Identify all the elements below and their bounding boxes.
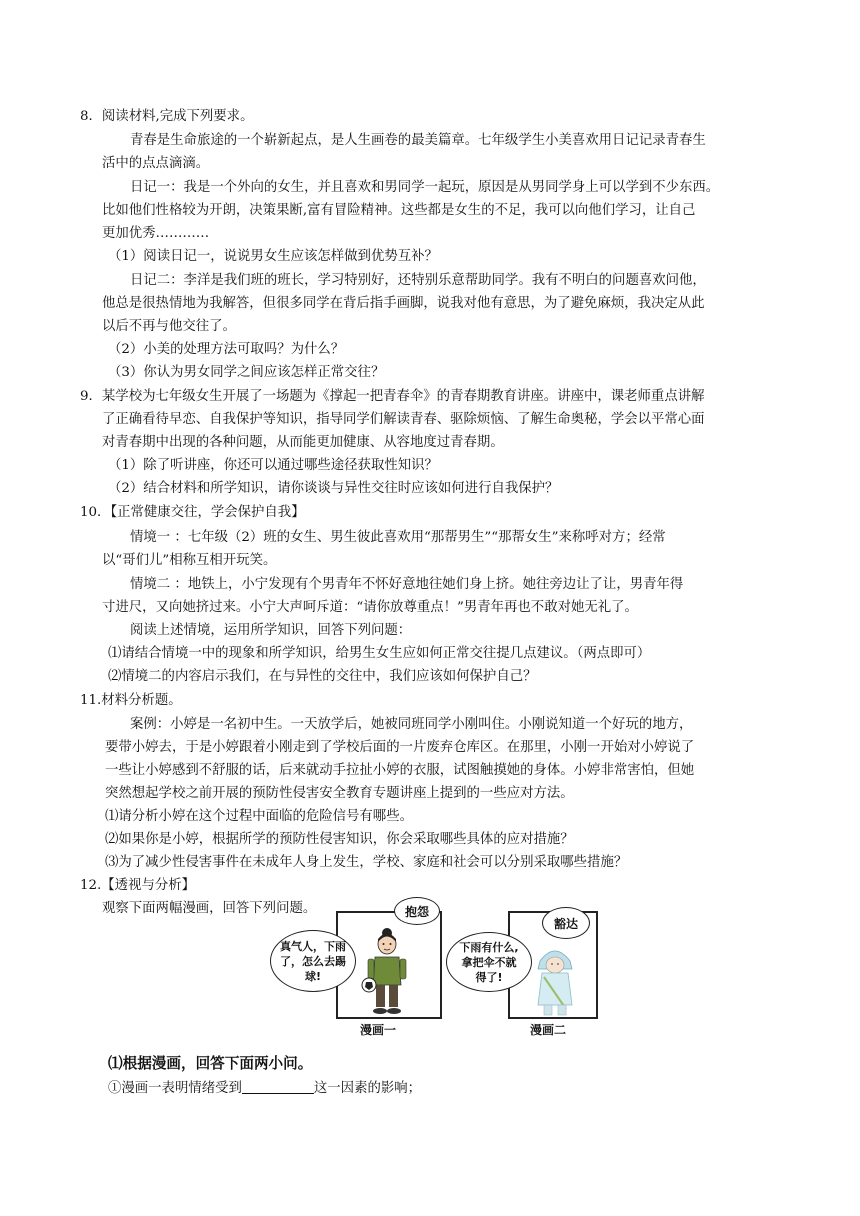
q10-title: 10．【正常健康交往，学会保护自我】 — [80, 505, 305, 520]
q12-prompt: 观察下面两幅漫画，回答下列问题。 — [102, 901, 317, 916]
comic1-tag-bubble — [394, 897, 440, 925]
q11-subquestion-2: ⑵如果你是小婷，根据所学的预防性侵害知识，你会采取哪些具体的应对措施？ — [105, 832, 574, 847]
q9-line: 了正确看待早恋、自我保护等知识，指导同学们解读青春、驱除烦恼、了解生命奥秘，学会以平常心面 — [102, 412, 705, 427]
comic1-speech-line: 真气人，下雨 — [280, 939, 346, 953]
q8-diary2-line: 以后不再与他交往了。 — [102, 319, 236, 334]
comic2-speech-line: 拿把伞不就 — [461, 955, 517, 969]
comic2-speech-bubble — [446, 932, 532, 992]
q11-case-line: 要带小婷去，于是小婷跟着小刚走到了学校后面的一片废弃仓库区。在那里，小刚一开始对小婷说了 — [105, 740, 695, 755]
q9-line: 对青春期中出现的各种问题，从而能更加健康、从容地度过青春期。 — [102, 435, 504, 450]
q11-subquestion-3: ⑶为了减少性侵害事件在未成年人身上发生，学校、家庭和社会可以分别采取哪些措施？ — [105, 855, 628, 870]
q8-title: 8．阅读材料,完成下列要求。 — [80, 109, 254, 124]
girl-with-football-illustration — [360, 927, 414, 1019]
q10-scenario1-line: 以“哥们儿”相称互相开玩笑。 — [102, 553, 277, 568]
q8-diary1-line: 更加优秀………… — [102, 226, 210, 241]
comic2-speech-line: 下雨有什么, — [459, 940, 519, 954]
q12-item-1-after: 这一因素的影响； — [313, 1081, 422, 1096]
q9-subquestion-2: （2）结合材料和所学知识，请你谈谈与异性交往时应该如何进行自我保护？ — [108, 481, 559, 496]
comic2-speech-line: 得了! — [475, 970, 503, 984]
q11-case-line: 案例：小婷是一名初中生。一天放学后，她被同班同学小刚叫住。小刚说知道一个好玩的地方， — [130, 717, 693, 732]
q8-diary2-line: 他总是很热情地为我解答，但很多同学在背后指手画脚，说我对他有意思，为了避免麻烦，我决定从此 — [102, 296, 705, 311]
q12-subquestion-1: ⑴根据漫画，回答下面两小问。 — [108, 1055, 313, 1072]
comic-figure — [268, 897, 598, 1045]
q8-subquestion-1: （1）阅读日记一，说说男女生应该怎样做到优势互补？ — [108, 249, 438, 264]
comic2-caption: 漫画二 — [530, 1023, 567, 1037]
comic2-tag-bubble — [542, 907, 590, 939]
q12-title: 12.【透视与分析】 — [80, 878, 196, 893]
q9-subquestion-1: （1）除了听讲座，你还可以通过哪些途径获取性知识？ — [108, 458, 438, 473]
comic1-speech-line: 了，怎么去踢 — [280, 954, 346, 968]
q12-item-1-before: ①漫画一表明情绪受到 — [108, 1081, 242, 1096]
q11-case-line: 一些让小婷感到不舒服的话，后来就动手拉扯小婷的衣服，试图触摸她的身体。小婷非常害怕，但她 — [105, 763, 695, 778]
child-in-raincoat-illustration — [530, 941, 580, 1021]
comic1-speech-line: 球! — [304, 969, 322, 983]
q8-diary1-line: 日记一：我是一个外向的女生，并且喜欢和男同学一起玩，原因是从男同学身上可以学到不少东西。 — [130, 180, 720, 195]
comic1-speech-bubble — [270, 930, 356, 992]
q10-scenario2-line: 情境二 ：地铁上，小宁发现有个男青年不怀好意地往她们身上挤。她往旁边让了让，男青年得 — [130, 577, 684, 592]
q11-subquestion-1: ⑴请分析小婷在这个过程中面临的危险信号有哪些。 — [105, 809, 413, 824]
q10-prompt: 阅读上述情境，运用所学知识，回答下列问题： — [130, 623, 412, 638]
q8-intro-line: 青春是生命旅途的一个崭新起点，是人生画卷的最美篇章。七年级学生小美喜欢用日记记录青春生 — [130, 133, 706, 148]
q10-subquestion-2: ⑵情境二的内容启示我们，在与异性的交往中，我们应该如何保护自己？ — [108, 669, 537, 684]
q8-subquestion-2: （2）小美的处理方法可取吗？为什么？ — [108, 342, 345, 357]
q9-line: 9．某学校为七年级女生开展了一场题为《撑起一把青春伞》的青春期教育讲座。讲座中，课老师重点讲解 — [80, 389, 705, 404]
comic2-tag: 豁达 — [553, 916, 578, 931]
q8-intro-line: 活中的点点滴滴。 — [102, 156, 210, 171]
q10-scenario1-line: 情境一 ：七年级（2）班的女生、男生彼此喜欢用“那帮男生”“那帮女生”来称呼对方；经常 — [130, 530, 666, 545]
comic1-tag: 抱怨 — [404, 904, 429, 919]
q11-case-line: 突然想起学校之前开展的预防性侵害安全教育专题讲座上提到的一些应对方法。 — [105, 786, 574, 801]
q11-title: 11.材料分析题。 — [80, 693, 182, 708]
q12-item-1 — [108, 1079, 421, 1098]
answer-blank[interactable] — [242, 1079, 314, 1094]
q10-subquestion-1: ⑴请结合情境一中的现象和所学知识，给男生女生应如何正常交往提几点建议。（两点即可） — [108, 646, 651, 661]
q10-scenario2-line: 寸进尺，又向她挤过来。小宁大声呵斥道：“请你放尊重点！”男青年再也不敢对她无礼了。 — [102, 600, 638, 615]
q8-subquestion-3: （3）你认为男女同学之间应该怎样正常交往？ — [108, 365, 385, 380]
comic1-caption: 漫画一 — [360, 1023, 397, 1037]
q8-diary1-line: 比如他们性格较为开朗，决策果断,富有冒险精神。这些都是女生的不足，我可以向他们学习，让自己 — [102, 203, 696, 218]
q8-diary2-line: 日记二：李洋是我们班的班长，学习特别好，还特别乐意帮助同学。我有不明白的问题喜欢问他， — [130, 273, 706, 288]
